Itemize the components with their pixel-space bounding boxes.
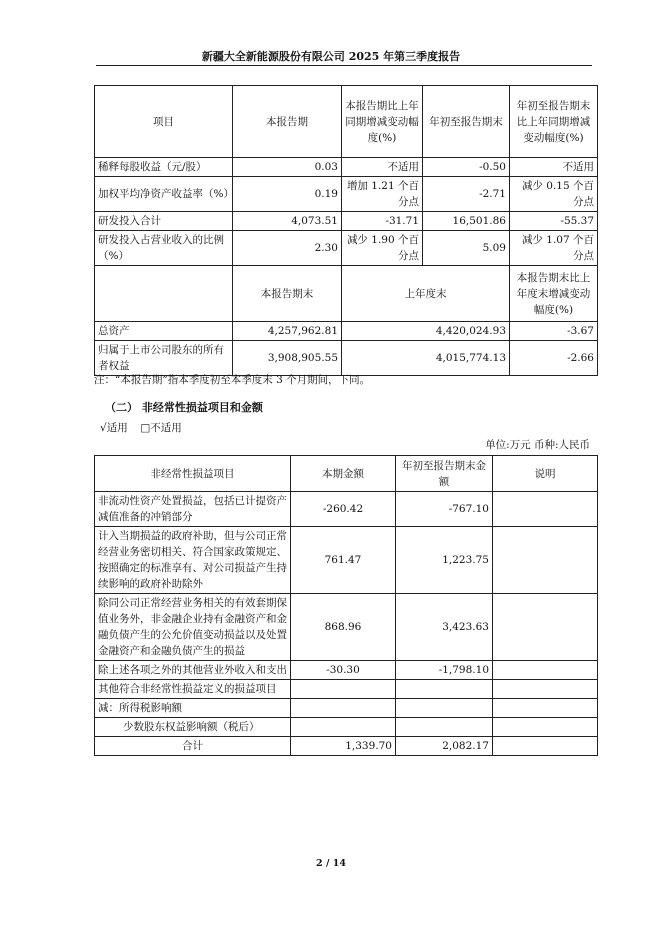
table-total-row (95, 737, 598, 756)
cell-note (493, 527, 598, 594)
cell-value: 3,908,905.55 (233, 341, 342, 376)
cell-value: 2.30 (233, 231, 342, 266)
cell-note (493, 492, 598, 527)
section-title: （二） 非经常性损益项目和金额 (105, 401, 263, 414)
key-financial-indicators-table (94, 85, 598, 376)
table-header-row (95, 86, 598, 158)
header-cell: 上年度末 (342, 266, 510, 322)
cell-value (396, 680, 493, 699)
row-label: 除上述各项之外的其他营业外收入和支出 (95, 661, 291, 680)
header-cell: 本报告期比上年同期增减变动幅度(%) (342, 86, 423, 158)
row-label: 研发投入占营业收入的比例（%） (95, 231, 233, 266)
cell-value: 1,223.75 (396, 527, 493, 594)
cell-note (493, 661, 598, 680)
cell-value: 4,420,024.93 (342, 322, 510, 341)
cell-note (493, 680, 598, 699)
cell-value: 减少 1.90 个百分点 (342, 231, 423, 266)
header-cell: 本报告期末 (233, 266, 342, 322)
row-label: 总资产 (95, 322, 233, 341)
cell-note (493, 594, 598, 661)
table-row (95, 231, 598, 266)
row-label: 其他符合非经常性损益定义的损益项目 (95, 680, 291, 699)
header-cell: 本期金额 (291, 456, 396, 492)
unit-currency-line: 单位:万元 币种:人民币 (485, 439, 590, 451)
table-row (95, 680, 598, 699)
cell-value (396, 718, 493, 737)
cell-value: -2.66 (510, 341, 598, 376)
cell-value: 3,423.63 (396, 594, 493, 661)
table-row (95, 177, 598, 212)
page-number: 2 / 14 (316, 858, 346, 869)
cell-value (291, 680, 396, 699)
table-row (95, 718, 598, 737)
cell-value: -2.71 (423, 177, 510, 212)
table-row (95, 699, 598, 718)
non-recurring-items-table (94, 455, 598, 756)
table-row (95, 661, 598, 680)
cell-value: -30.30 (291, 661, 396, 680)
cell-value: -55.37 (510, 212, 598, 231)
row-label: 少数股东权益影响额（税后） (95, 718, 291, 737)
cell-value: 761.47 (291, 527, 396, 594)
table-row (95, 212, 598, 231)
not-applicable-option: □不适用 (140, 422, 182, 434)
cell-value: 不适用 (342, 158, 423, 177)
cell-value: 不适用 (510, 158, 598, 177)
cell-value: 4,073.51 (233, 212, 342, 231)
table-subheader-row (95, 266, 598, 322)
row-label: 研发投入合计 (95, 212, 233, 231)
cell-value: 4,015,774.13 (342, 341, 510, 376)
header-cell: 说明 (493, 456, 598, 492)
cell-value: 5.09 (423, 231, 510, 266)
cell-value: 4,257,962.81 (233, 322, 342, 341)
cell-value: 2,082.17 (396, 737, 493, 756)
cell-value: 减少 0.15 个百分点 (510, 177, 598, 212)
cell-value: 1,339.70 (291, 737, 396, 756)
cell-value: 0.03 (233, 158, 342, 177)
applicability-options (100, 420, 182, 435)
table-row (95, 158, 598, 177)
table-row (95, 492, 598, 527)
cell-note (493, 718, 598, 737)
document-header-title: 新疆大全新能源股份有限公司 2025 年第三季度报告 (201, 50, 461, 63)
header-cell: 年初至报告期末比上年同期增减变动幅度(%) (510, 86, 598, 158)
header-cell: 年初至报告期末 (423, 86, 510, 158)
row-label: 减：所得税影响额 (95, 699, 291, 718)
header-cell: 非经常性损益项目 (95, 456, 291, 492)
cell-note (493, 737, 598, 756)
cell-value: 16,501.86 (423, 212, 510, 231)
row-label: 稀释每股收益（元/股） (95, 158, 233, 177)
cell-value: 0.19 (233, 177, 342, 212)
cell-value: 868.96 (291, 594, 396, 661)
row-label: 非流动性资产处置损益，包括已计提资产减值准备的冲销部分 (95, 492, 291, 527)
header-cell: 项目 (95, 86, 233, 158)
cell-value: -0.50 (423, 158, 510, 177)
row-label: 归属于上市公司股东的所有者权益 (95, 341, 233, 376)
table-row (95, 341, 598, 376)
header-divider (96, 65, 592, 66)
header-cell: 本报告期 (233, 86, 342, 158)
cell-value: -1,798.10 (396, 661, 493, 680)
cell-value (396, 699, 493, 718)
header-cell: 本报告期末比上年度末增减变动幅度(%) (510, 266, 598, 322)
table-row (95, 527, 598, 594)
cell-note (493, 699, 598, 718)
table-row (95, 322, 598, 341)
empty-cell (95, 266, 233, 322)
cell-value: -31.71 (342, 212, 423, 231)
row-label: 加权平均净资产收益率（%） (95, 177, 233, 212)
table-footnote: 注：“本报告期”指本季度初至本季度末 3 个月期间，下同。 (94, 374, 371, 386)
cell-value: 增加 1.21 个百分点 (342, 177, 423, 212)
cell-value (291, 699, 396, 718)
row-label: 计入当期损益的政府补助，但与公司正常经营业务密切相关、符合国家政策规定、按照确定的标准享有、对公司损益产生持续影响的政府补助除外 (95, 527, 291, 594)
header-cell: 年初至报告期末金额 (396, 456, 493, 492)
cell-value: 减少 1.07 个百分点 (510, 231, 598, 266)
table-row (95, 594, 598, 661)
cell-value (291, 718, 396, 737)
cell-value: -3.67 (510, 322, 598, 341)
row-label: 除同公司正常经营业务相关的有效套期保值业务外，非金融企业持有金融资产和金融负债产生的公允价值变动损益以及处置金融资产和金融负债产生的损益 (95, 594, 291, 661)
cell-value: -767.10 (396, 492, 493, 527)
applicable-checked-option: √适用 (100, 422, 128, 434)
row-label: 合计 (95, 737, 291, 756)
cell-value: -260.42 (291, 492, 396, 527)
table-header-row (95, 456, 598, 492)
